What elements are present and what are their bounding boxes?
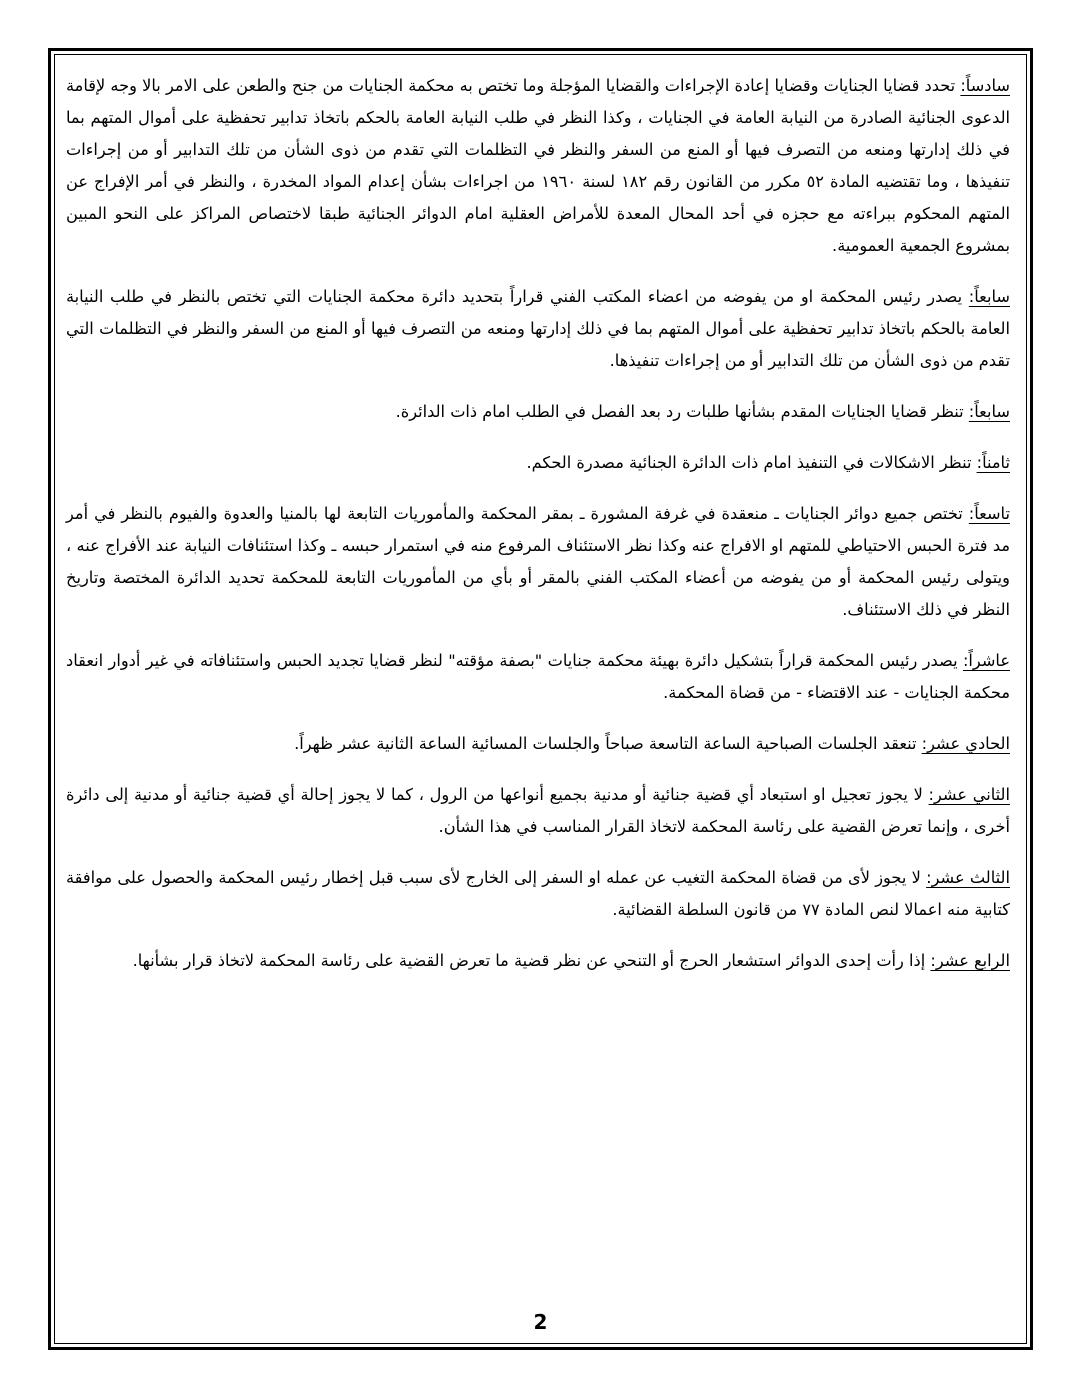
paragraph-eleventh: [66, 728, 1010, 760]
paragraph-thirteenth: [66, 862, 1010, 926]
paragraph-label: الثاني عشر:: [928, 785, 1010, 804]
paragraph-ninth: [66, 498, 1010, 626]
paragraph-text: تختص جميع دوائر الجنايات ـ منعقدة في غرفة المشورة ـ بمقر المحكمة والمأموريات التابعة لها بالمنيا والعدوة والفيوم بالنظر في أمر مد فترة الحبس الاحتياطي للمتهم او الافراج عنه وكذا نظر الاستئناف المرفوع منه في استمرار حبسه ـ وكذا استئنافات النيابة عند الأفراج عنه ، ويتولى رئيس المحكمة أو من يفوضه من أعضاء المكتب الفني بالمقر أو بأي من المأموريات التابعة للمحكمة تحديد الدائرة المختصة وتاريخ النظر في ذلك الاستئناف.: [66, 504, 1010, 619]
paragraph-eighth: [66, 447, 1010, 479]
paragraph-text: تحدد قضايا الجنايات وقضايا إعادة الإجراءات والقضايا المؤجلة وما تختص به محكمة الجنايات من جنح والطعن على الامر بالا وجه لإقامة الدعوى الجنائية الصادرة من النيابة العامة في الجنايات ، وكذا النظر في طلب النيابة العامة بالحكم باتخاذ تدابير تحفظية على أموال المتهم بما في ذلك إدارتها ومنعه من التصرف فيها أو المنع من السفر والنظر في التظلمات التي تقدم من ذوى الشأن من تلك التدابير أو من إجراءات تنفيذها ، وما تقتضيه المادة ٥٢ مكرر من القانون رقم ١٨٢ لسنة ١٩٦٠ من اجراءات بشأن إعدام المواد المخدرة ، والنظر في أمر الإفراج عن المتهم المحكوم ببراءته مع حجزه في أحد المحال المعدة للأمراض العقلية امام الدوائر الجنائية طبقا لاختصاص المراكز على النحو المبين بمشروع الجمعية العمومية.: [66, 76, 1011, 255]
paragraph-label: الثالث عشر:: [926, 868, 1010, 887]
paragraph-label: تاسعاً:: [968, 504, 1010, 523]
paragraph-label: سابعاً:: [968, 287, 1010, 306]
paragraph-label: سادساً:: [960, 76, 1010, 95]
paragraph-label: ثامناً:: [976, 453, 1010, 472]
paragraph-fourteenth: [66, 945, 1010, 977]
page-number: 2: [533, 1310, 548, 1334]
paragraph-text: إذا رأت إحدى الدوائر استشعار الحرج أو التنحي عن نظر قضية ما تعرض القضية على رئاسة المحكمة لاتخاذ قرار بشأنها.: [132, 951, 931, 970]
paragraph-label: عاشراً:: [962, 651, 1010, 670]
paragraph-label: الرابع عشر:: [930, 951, 1010, 970]
paragraph-seventh: [66, 281, 1010, 377]
document-body: [66, 70, 1010, 996]
paragraph-tenth: [66, 645, 1010, 709]
paragraph-text: تنظر قضايا الجنايات المقدم بشأنها طلبات رد بعد الفصل في الطلب امام ذات الدائرة.: [395, 402, 969, 421]
paragraph-text: يصدر رئيس المحكمة او من يفوضه من اعضاء المكتب الفني قراراً بتحديد دائرة محكمة الجنايات التي تختص بالنظر في طلب النيابة العامة بالحكم باتخاذ تدابير تحفظية على أموال المتهم بما في ذلك إدارتها ومنعه من التصرف فيها أو المنع من السفر والنظر في التظلمات التي تقدم من ذوى الشأن من تلك التدابير أو من إجراءات تنفيذها.: [66, 287, 1010, 370]
paragraph-text: تنظر الاشكالات في التنفيذ امام ذات الدائرة الجنائية مصدرة الحكم.: [526, 453, 977, 472]
paragraph-text: لا يجوز لأى من قضاة المحكمة التغيب عن عمله او السفر إلى الخارج لأى سبب قبل إخطار رئيس المحكمة والحصول على موافقة كتابية منه اعمالا لنص المادة ٧٧ من قانون السلطة القضائية.: [66, 868, 1010, 919]
paragraph-text: تنعقد الجلسات الصباحية الساعة التاسعة صباحاً والجلسات المسائية الساعة الثانية عشر ظهراً.: [294, 734, 922, 753]
paragraph-label: الحادي عشر:: [921, 734, 1010, 753]
paragraph-label: سابعاً:: [968, 402, 1010, 421]
paragraph-sixth: [66, 70, 1010, 262]
paragraph-text: لا يجوز تعجيل او استبعاد أي قضية جنائية أو مدنية بجميع أنواعها من الرول ، كما لا يجوز إحالة أي قضية جنائية أو مدنية إلى دائرة أخرى ، وإنما تعرض القضية على رئاسة المحكمة لاتخاذ القرار المناسب في هذا الشأن.: [66, 785, 1010, 836]
paragraph-twelfth: [66, 779, 1010, 843]
paragraph-text: يصدر رئيس المحكمة قراراً بتشكيل دائرة بهيئة محكمة جنايات "بصفة مؤقته" لنظر قضايا تجديد الحبس واستئنافاته في غير أدوار انعقاد محكمة الجنايات - عند الاقتضاء - من قضاة المحكمة.: [66, 651, 1010, 702]
paragraph-seventh-repeat: [66, 396, 1010, 428]
